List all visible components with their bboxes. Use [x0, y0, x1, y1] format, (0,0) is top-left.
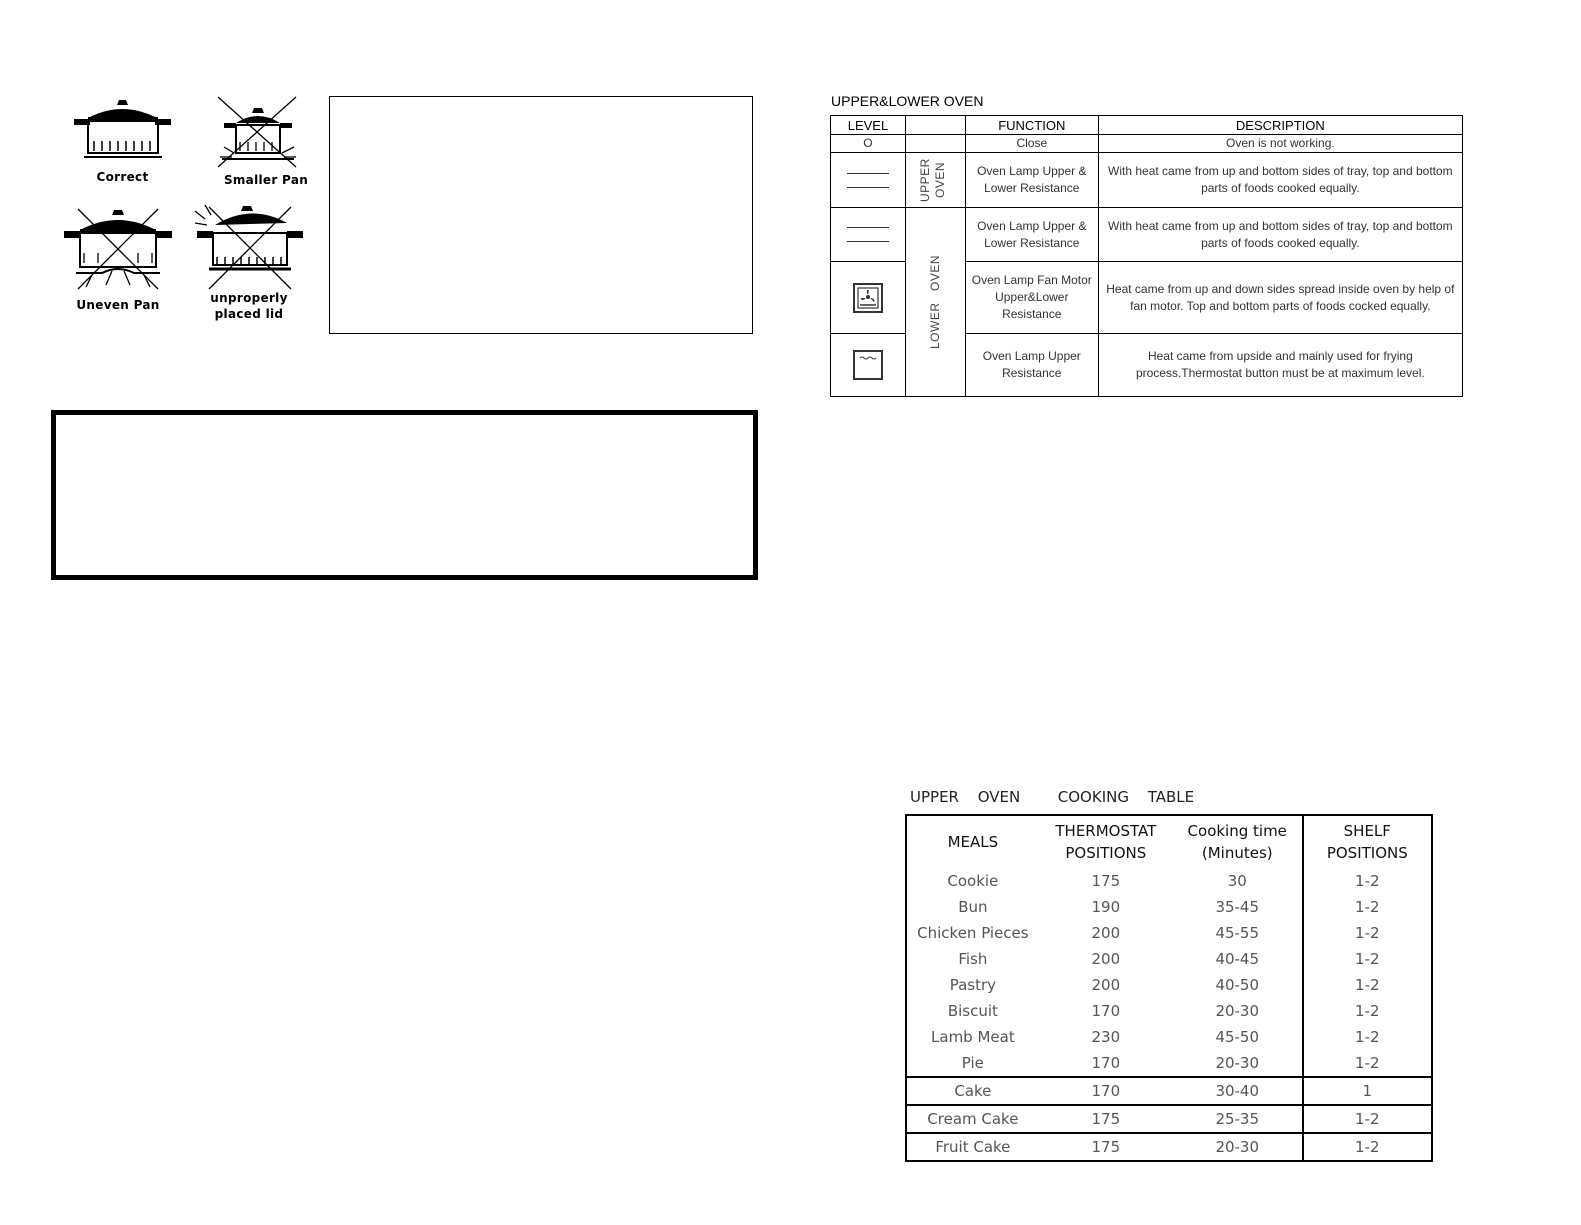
table-row [906, 1105, 1432, 1133]
thermostat-cell: 190 [1091, 898, 1121, 916]
shelf-cell: 1-2 [1303, 868, 1432, 894]
meal-cell: Pastry [906, 972, 1039, 998]
pan-caption: unproperly [210, 291, 288, 305]
cooking-time-cell: 30-40 [1173, 1077, 1303, 1105]
level-header: LEVEL [831, 116, 906, 135]
side-cell [905, 135, 965, 153]
functions-table-title: UPPER&LOWER OVEN [831, 93, 984, 109]
table-row [831, 208, 1463, 262]
cooking-time-cell: 25-35 [1173, 1105, 1303, 1133]
function-header: FUNCTION [965, 116, 1098, 135]
cooking-table [905, 814, 1433, 1162]
thermostat-cell: 170 [1091, 1002, 1121, 1020]
thermostat-cell: 170 [1039, 1077, 1173, 1105]
pan-caption: Uneven Pan [76, 298, 160, 312]
fan-oven-icon [853, 283, 883, 313]
table-row [906, 1024, 1432, 1050]
shelf-cell: 1-2 [1303, 1133, 1432, 1161]
table-row [906, 998, 1432, 1024]
pan-uneven [62, 205, 174, 317]
cooking-time-cell: 20-30 [1173, 1050, 1303, 1077]
pan-caption: placed lid [214, 307, 284, 321]
description-cell: Heat came from upside and mainly used for frying process.Thermostat button must be at maximum level. [1098, 334, 1462, 397]
shelf-cell: 1-2 [1303, 1050, 1432, 1077]
lines-icon [835, 173, 901, 188]
meal-cell: Cream Cake [906, 1105, 1039, 1133]
level-cell [831, 153, 906, 208]
meal-cell: Cake [906, 1077, 1039, 1105]
level-cell [831, 334, 906, 397]
table-header-row [906, 815, 1432, 868]
function-cell: Oven Lamp Upper & Lower Resistance [965, 208, 1098, 262]
thermostat-cell: 175 [1039, 1133, 1173, 1161]
meals-header: MEALS [906, 815, 1039, 868]
meal-cell: Biscuit [906, 998, 1039, 1024]
cooking-time-cell: 40-50 [1173, 972, 1303, 998]
cooking-time-cell: 20-30 [1173, 998, 1303, 1024]
smaller-pan-icon [208, 95, 308, 175]
table-row [831, 135, 1463, 153]
table-row [906, 946, 1432, 972]
description-cell: With heat came from up and bottom sides of tray, top and bottom parts of foods cooked equally. [1098, 153, 1462, 208]
shelf-header: SHELF POSITIONS [1303, 815, 1432, 868]
function-cell: Oven Lamp Upper & Lower Resistance [965, 153, 1098, 208]
cooking-time-cell: 45-50 [1173, 1024, 1303, 1050]
cooking-time-cell: 20-30 [1173, 1133, 1303, 1161]
cooking-table-body [906, 868, 1432, 1161]
uneven-pan-icon [62, 205, 174, 295]
pan-smaller [208, 95, 308, 190]
empty-text-box [329, 96, 753, 334]
table-row [906, 920, 1432, 946]
table-row [906, 1077, 1432, 1105]
thermostat-cell: 200 [1091, 976, 1121, 994]
warning-frame [51, 410, 758, 580]
meal-cell: Cookie [906, 868, 1039, 894]
thermostat-cell: 230 [1091, 1028, 1121, 1046]
meal-cell: Pie [906, 1050, 1039, 1077]
thermostat-cell: 170 [1091, 1054, 1121, 1072]
function-cell: Close [965, 135, 1098, 153]
table-row [906, 1133, 1432, 1161]
level-cell [831, 208, 906, 262]
side-header [905, 116, 965, 135]
description-cell: Oven is not working. [1098, 135, 1462, 153]
side-cell [905, 153, 965, 208]
table-row [906, 1050, 1432, 1077]
shelf-cell: 1-2 [1303, 946, 1432, 972]
cooking-time-cell: 45-55 [1173, 920, 1303, 946]
meal-cell: Fish [906, 946, 1039, 972]
cooking-table-title: UPPER OVEN COOKING TABLE [910, 788, 1195, 806]
level-cell [831, 262, 906, 334]
shelf-cell: 1-2 [1303, 1105, 1432, 1133]
shelf-cell: 1-2 [1303, 920, 1432, 946]
table-row [831, 153, 1463, 208]
shelf-cell: 1-2 [1303, 998, 1432, 1024]
shelf-cell: 1 [1303, 1077, 1432, 1105]
meal-cell: Chicken Pieces [906, 920, 1039, 946]
description-cell: With heat came from up and bottom sides of tray, top and bottom parts of foods cooked equally. [1098, 208, 1462, 262]
pan-caption: Correct [96, 170, 149, 184]
meal-cell: Bun [906, 894, 1039, 920]
oven-functions-table [830, 115, 1463, 397]
shelf-cell: 1-2 [1303, 972, 1432, 998]
table-row [906, 868, 1432, 894]
meal-cell: Lamb Meat [906, 1024, 1039, 1050]
thermostat-cell: 200 [1091, 924, 1121, 942]
cooking-time-cell: 40-45 [1173, 946, 1303, 972]
pan-caption: Smaller Pan [223, 173, 309, 187]
function-cell: Oven Lamp Fan Motor Upper&Lower Resistance [965, 262, 1098, 334]
description-header: DESCRIPTION [1098, 116, 1462, 135]
pan-lid [193, 203, 305, 323]
shelf-cell: 1-2 [1303, 1024, 1432, 1050]
upper-oven-label: UPPER OVEN [918, 158, 948, 202]
table-header-row [831, 116, 1463, 135]
unproperly-placed-lid-icon [193, 203, 305, 293]
description-cell: Heat came from up and down sides spread inside oven by help of fan motor. Top and bottom parts of foods cocked equally. [1098, 262, 1462, 334]
thermostat-header: THERMOSTAT POSITIONS [1039, 815, 1173, 868]
function-cell: Oven Lamp Upper Resistance [965, 334, 1098, 397]
thermostat-cell: 200 [1091, 950, 1121, 968]
lower-oven-label: LOWER OVEN [927, 254, 942, 349]
shelf-cell: 1-2 [1303, 894, 1432, 920]
upper-heat-icon [853, 350, 883, 380]
side-cell [905, 208, 965, 397]
table-row [906, 972, 1432, 998]
cooking-time-header: Cooking time (Minutes) [1173, 815, 1303, 868]
level-cell: O [831, 135, 906, 153]
meal-cell: Fruit Cake [906, 1133, 1039, 1161]
thermostat-cell: 175 [1039, 1105, 1173, 1133]
pan-correct [70, 95, 175, 190]
cooking-time-cell: 35-45 [1173, 894, 1303, 920]
thermostat-cell: 175 [1091, 872, 1121, 890]
lines-icon [835, 227, 901, 242]
cooking-time-cell: 30 [1173, 868, 1303, 894]
table-row [906, 894, 1432, 920]
correct-pan-icon [70, 95, 175, 170]
